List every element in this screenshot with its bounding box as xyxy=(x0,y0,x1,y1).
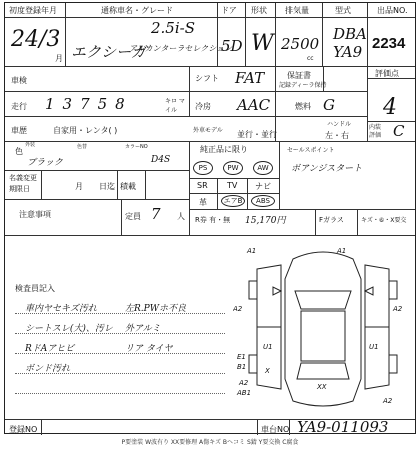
color-label: 色 xyxy=(15,147,23,156)
sales-point-label: セールスポイント xyxy=(287,147,335,154)
model-code-2: YA9 xyxy=(333,43,363,61)
warranty-label: 保証書 xyxy=(287,71,311,80)
car-name: エクシーガ xyxy=(71,43,146,61)
equipment-title: 純正品に限り xyxy=(200,145,248,154)
damage-legend: P要塗装 W波有り XX要修理 A傷キズ Bヘコミ S錆 Y要交換 C腐食 xyxy=(121,439,299,446)
equip-pw: PW xyxy=(223,161,243,175)
inspector-right-3: リア タイヤ xyxy=(125,344,173,354)
deadline-label: 期限日 xyxy=(9,185,30,193)
seats-label: 積載 xyxy=(120,182,136,191)
capacity-unit: 人 xyxy=(177,212,185,221)
interior-label: 内装 評価 xyxy=(369,124,382,139)
chassis-label: 車台NO xyxy=(261,425,290,434)
equip-sr: SR xyxy=(197,181,208,190)
shape-label: 形状 xyxy=(251,6,267,15)
ac-label: 冷房 xyxy=(195,102,211,111)
name-grade-label: 通称車名・グレード xyxy=(101,6,173,15)
door-label: ドア xyxy=(221,6,237,15)
mileage-label: 走行 xyxy=(11,102,27,111)
inspector-right-1: 左R.PWホ不良 xyxy=(125,304,186,314)
displacement-label: 排気量 xyxy=(285,6,309,15)
mark-xx: XX xyxy=(317,383,327,391)
history-label: 車歴 xyxy=(11,126,27,135)
glass-options: キズ・⑥・X要交 xyxy=(361,217,407,224)
displacement-unit: cc xyxy=(307,55,314,62)
shift-value: FAT xyxy=(235,69,265,87)
equip-navi: ナビ xyxy=(255,182,271,191)
mark-a2-rear: A2 xyxy=(239,379,249,387)
recycle-label: R券 有・無 xyxy=(195,216,231,224)
capacity-label: 定員 xyxy=(125,212,141,221)
exterior-label: 外車モデル xyxy=(193,127,223,134)
grade-sub: アルカンターラセレクション xyxy=(129,44,233,53)
lot-number: 2234 xyxy=(372,35,406,52)
mileage-value: 13758 xyxy=(45,95,133,113)
recycle-value: 15,170円 xyxy=(245,216,286,226)
chassis-value: YA9-011093 xyxy=(297,418,389,436)
fuel-label: 燃料 xyxy=(295,102,311,111)
notes-label: 注意事項 xyxy=(19,210,51,219)
doors: 5D xyxy=(221,37,243,55)
first-reg-month-unit: 月 xyxy=(55,54,63,63)
color-no-label: カラーNO xyxy=(125,144,148,150)
color-no-value: D4S xyxy=(151,155,171,165)
import-label: 並行・並行 xyxy=(237,130,277,139)
mark-e1: E1 xyxy=(237,353,246,361)
history-value: 自家用・レンタ( ) xyxy=(53,126,118,135)
mark-x: X xyxy=(265,367,270,375)
model-code-1: DBA xyxy=(333,25,367,43)
eval-label: 評価点 xyxy=(375,69,399,78)
grade: 2.5i-S xyxy=(151,19,195,37)
lot-label: 出品NO. xyxy=(377,6,408,15)
mark-a2-right: A2 xyxy=(393,305,403,313)
shape: W xyxy=(251,31,274,56)
day-label: 日迄 xyxy=(99,182,115,191)
interior-color-label: 色替 xyxy=(77,144,88,150)
first-reg-label: 初度登録年月 xyxy=(9,6,57,15)
inspector-label: 検査員記入 xyxy=(15,284,55,293)
equip-aw: AW xyxy=(253,161,273,175)
mark-u1-left: U1 xyxy=(263,343,273,351)
shift-label: シフト xyxy=(195,74,219,83)
capacity-value: 7 xyxy=(151,205,161,223)
equip-ps: PS xyxy=(193,161,213,175)
equip-tv: TV xyxy=(227,181,238,190)
inspector-line-4: ボンド汚れ xyxy=(25,364,71,374)
sales-point-value: ボアンジスタート xyxy=(291,164,363,174)
reg-no-label: 登録NO xyxy=(9,425,38,434)
equip-leather: 革 xyxy=(199,198,207,207)
equip-abs: ABS xyxy=(251,195,275,207)
handle-label: ハンドル xyxy=(327,121,352,128)
mark-u1-right: U1 xyxy=(369,343,379,351)
first-reg-value: 24/3 xyxy=(11,27,61,52)
car-damage-diagram xyxy=(233,239,413,417)
mark-ab1: AB1 xyxy=(237,389,252,397)
fuel-value: G xyxy=(323,96,335,114)
mark-b1: B1 xyxy=(237,363,247,371)
inspector-line-3: RドAアヒビ xyxy=(25,344,75,354)
glass-label: Fガラス xyxy=(319,216,344,224)
mark-a2-left: A2 xyxy=(233,305,243,313)
mark-a1-front-left: A1 xyxy=(247,247,257,255)
month-label: 月 xyxy=(75,182,83,191)
name-change-label: 名義変更 xyxy=(9,174,37,182)
inspection-label: 車検 xyxy=(11,76,27,85)
eval-score: 4 xyxy=(383,95,397,120)
mark-a2-rear-right: A2 xyxy=(383,397,393,405)
handle-value: 左・右 xyxy=(325,131,349,140)
mark-a1-front-right: A1 xyxy=(337,247,347,255)
color-sub: 外装 xyxy=(25,142,36,148)
mileage-unit: キロ マイル xyxy=(165,98,185,114)
inspector-line-2: シートスレ(大)、汚レ xyxy=(25,324,113,334)
inspector-line-1: 車内ヤセキズ汚れ xyxy=(25,304,97,314)
model-label: 型式 xyxy=(335,6,351,15)
color-value: ブラック xyxy=(27,158,63,168)
warranty-sub: 記録ディーラ保持 xyxy=(279,82,327,89)
ac-value: AAC xyxy=(237,96,271,114)
interior-value: C xyxy=(393,122,405,140)
equip-airbag: エアB xyxy=(221,195,245,207)
inspector-right-2: 外アルミ xyxy=(125,324,161,334)
auction-sheet xyxy=(4,2,416,434)
displacement: 2500 xyxy=(281,35,320,53)
